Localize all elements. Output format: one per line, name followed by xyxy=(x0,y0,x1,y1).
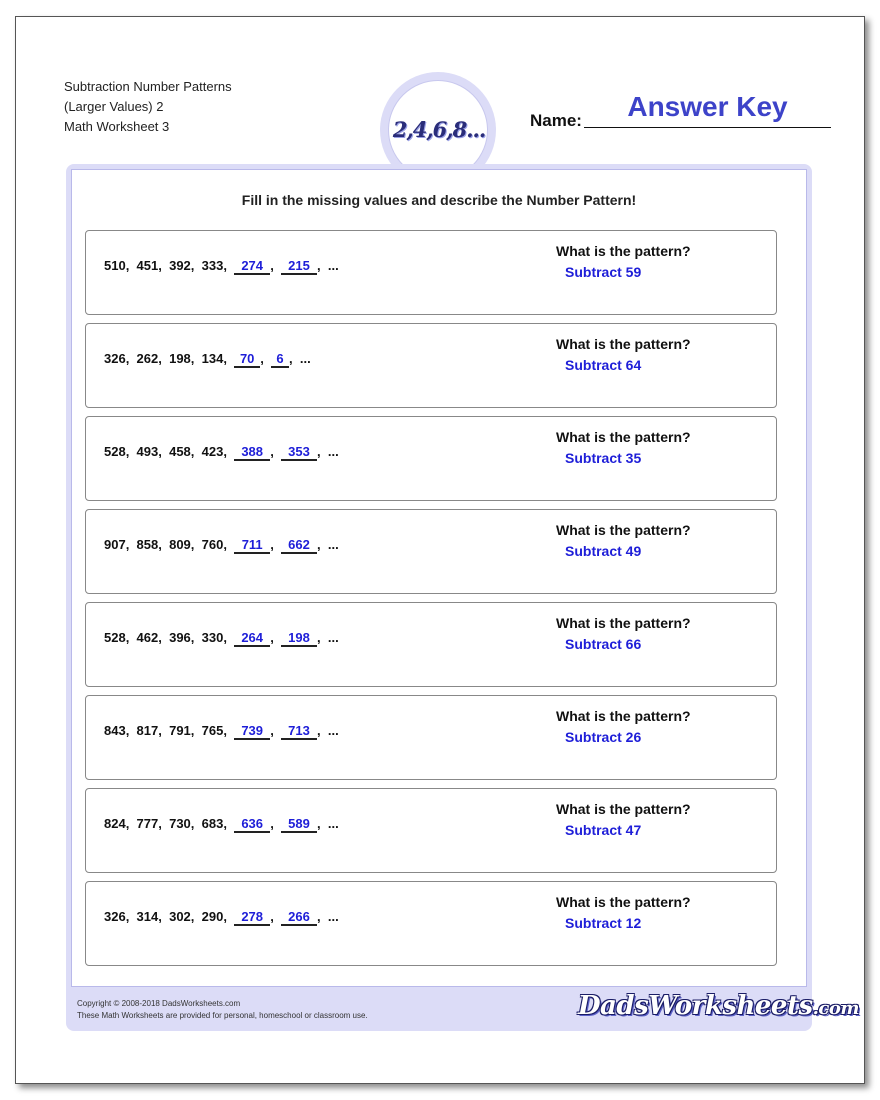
problems-panel xyxy=(71,169,807,987)
sequence-value: 817 xyxy=(136,723,159,738)
answer-blank: 274 xyxy=(234,258,270,275)
number-sequence: 326, 262, 198, 134, 70 , 6 , ... xyxy=(104,351,311,366)
sequence-value: 760 xyxy=(201,537,224,552)
pattern-question: What is the pattern? xyxy=(556,615,691,631)
answer-blank: 711 xyxy=(234,537,270,554)
sequence-value: 326 xyxy=(104,351,126,366)
ellipsis: ... xyxy=(327,816,339,831)
sequence-value: 396 xyxy=(169,630,191,645)
number-sequence: 326, 314, 302, 290, 278 , 266 , ... xyxy=(104,909,339,924)
sequence-value: 765 xyxy=(201,723,224,738)
worksheet-frame xyxy=(66,164,859,1031)
sequence-value: 510 xyxy=(104,258,126,273)
sequence-value: 333 xyxy=(201,258,224,273)
answer-blank: 713 xyxy=(281,723,317,740)
pattern-question: What is the pattern? xyxy=(556,243,691,259)
sequence-value: 528 xyxy=(104,630,126,645)
ellipsis: ... xyxy=(327,630,339,645)
title-line-1: Subtraction Number Patterns xyxy=(64,79,232,94)
footer-copyright xyxy=(77,998,368,1022)
problem-row xyxy=(85,323,777,408)
sequence-value: 314 xyxy=(136,909,159,924)
ellipsis: ... xyxy=(299,351,311,366)
sequence-value: 423 xyxy=(201,444,224,459)
sequence-value: 777 xyxy=(136,816,159,831)
pattern-answer: Subtract 66 xyxy=(565,636,642,652)
problem-row xyxy=(85,695,777,780)
dadsworksheets-logo xyxy=(578,991,859,1021)
sequence-value: 262 xyxy=(136,351,159,366)
answer-blank: 739 xyxy=(234,723,270,740)
answer-blank: 264 xyxy=(234,630,270,647)
ellipsis: ... xyxy=(327,537,339,552)
logo-text: 2,4,6,8... xyxy=(392,117,486,142)
sequence-value: 907 xyxy=(104,537,126,552)
number-sequence: 843, 817, 791, 765, 739 , 713 , ... xyxy=(104,723,339,738)
problem-row xyxy=(85,230,777,315)
sequence-value: 134 xyxy=(201,351,224,366)
sequence-value: 451 xyxy=(136,258,159,273)
sequence-value: 290 xyxy=(201,909,224,924)
worksheet-page xyxy=(15,16,865,1084)
pattern-answer: Subtract 12 xyxy=(565,915,642,931)
sequence-value: 843 xyxy=(104,723,126,738)
pattern-answer: Subtract 64 xyxy=(565,357,642,373)
sequence-value: 493 xyxy=(136,444,159,459)
pattern-answer: Subtract 47 xyxy=(565,822,642,838)
sequence-value: 858 xyxy=(136,537,159,552)
sequence-value: 330 xyxy=(201,630,224,645)
ellipsis: ... xyxy=(327,723,339,738)
sequence-value: 528 xyxy=(104,444,126,459)
usage-notice: These Math Worksheets are provided for personal, homeschool or classroom use. xyxy=(77,1011,368,1020)
number-sequence: 907, 858, 809, 760, 711 , 662 , ... xyxy=(104,537,339,552)
number-sequence: 528, 493, 458, 423, 388 , 353 , ... xyxy=(104,444,339,459)
answer-blank: 198 xyxy=(281,630,317,647)
problem-row xyxy=(85,788,777,873)
copyright-text: Copyright © 2008-2018 DadsWorksheets.com xyxy=(77,999,241,1008)
answer-blank: 6 xyxy=(271,351,289,368)
sequence-value: 198 xyxy=(169,351,191,366)
number-sequence: 510, 451, 392, 333, 274 , 215 , ... xyxy=(104,258,339,273)
sequence-value: 683 xyxy=(201,816,224,831)
sequence-value: 791 xyxy=(169,723,191,738)
worksheet-title xyxy=(64,77,232,137)
pattern-question: What is the pattern? xyxy=(556,522,691,538)
pattern-answer: Subtract 49 xyxy=(565,543,642,559)
number-sequence: 824, 777, 730, 683, 636 , 589 , ... xyxy=(104,816,339,831)
number-sequence: 528, 462, 396, 330, 264 , 198 , ... xyxy=(104,630,339,645)
ellipsis: ... xyxy=(327,444,339,459)
answer-blank: 636 xyxy=(234,816,270,833)
answer-blank: 70 xyxy=(234,351,260,368)
sequence-value: 302 xyxy=(169,909,191,924)
name-label: Name: xyxy=(530,111,582,130)
sequence-value: 326 xyxy=(104,909,126,924)
pattern-answer: Subtract 26 xyxy=(565,729,642,745)
answer-blank: 266 xyxy=(281,909,317,926)
title-line-3: Math Worksheet 3 xyxy=(64,119,170,134)
sequence-value: 392 xyxy=(169,258,191,273)
answer-key-heading: Answer Key xyxy=(627,91,788,122)
answer-blank: 388 xyxy=(234,444,270,461)
answer-blank: 215 xyxy=(281,258,317,275)
title-line-2: (Larger Values) 2 xyxy=(64,99,164,114)
answer-blank: 278 xyxy=(234,909,270,926)
problem-list xyxy=(85,230,777,974)
answer-blank: 353 xyxy=(281,444,317,461)
pattern-question: What is the pattern? xyxy=(556,801,691,817)
sequence-value: 462 xyxy=(136,630,159,645)
sequence-value: 824 xyxy=(104,816,126,831)
logo-main: DadsWorksheets xyxy=(578,991,813,1021)
answer-blank: 589 xyxy=(281,816,317,833)
pattern-question: What is the pattern? xyxy=(556,894,691,910)
pattern-answer: Subtract 35 xyxy=(565,450,642,466)
sequence-value: 730 xyxy=(169,816,191,831)
problem-row xyxy=(85,509,777,594)
sequence-value: 809 xyxy=(169,537,191,552)
problem-row xyxy=(85,602,777,687)
name-line xyxy=(584,127,831,128)
pattern-answer: Subtract 59 xyxy=(565,264,642,280)
ellipsis: ... xyxy=(327,258,339,273)
pattern-question: What is the pattern? xyxy=(556,336,691,352)
problem-row xyxy=(85,416,777,501)
sequence-value: 458 xyxy=(169,444,191,459)
answer-blank: 662 xyxy=(281,537,317,554)
pattern-question: What is the pattern? xyxy=(556,429,691,445)
ellipsis: ... xyxy=(327,909,339,924)
logo-suffix: .com xyxy=(812,998,859,1019)
instructions: Fill in the missing values and describe the Number Pattern! xyxy=(241,192,637,208)
problem-row xyxy=(85,881,777,966)
pattern-question: What is the pattern? xyxy=(556,708,691,724)
